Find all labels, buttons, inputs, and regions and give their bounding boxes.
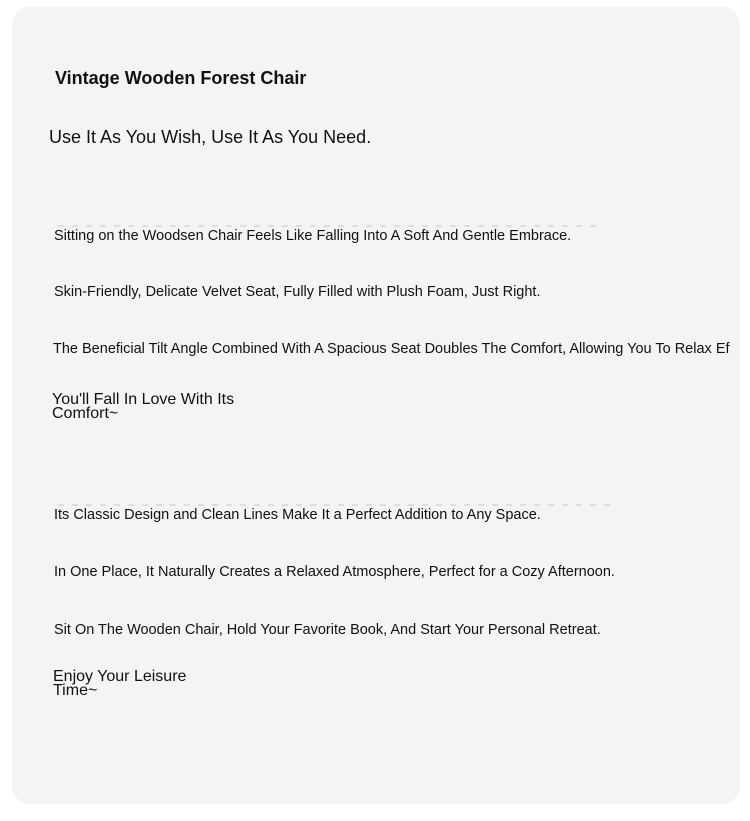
- faded-text-artifact: [58, 225, 598, 227]
- feature-line-2: Skin-Friendly, Delicate Velvet Seat, Fully Filled with Plush Foam, Just Right.: [54, 284, 541, 300]
- leisure-tagline: Enjoy Your Leisure Time~: [53, 668, 187, 699]
- product-title: Vintage Wooden Forest Chair: [55, 68, 307, 88]
- product-subtitle: Use It As You Wish, Use It As You Need.: [49, 127, 372, 147]
- feature-line-6: Sit On The Wooden Chair, Hold Your Favorite Book, And Start Your Personal Retreat.: [54, 622, 601, 638]
- feature-line-1: Sitting on the Woodsen Chair Feels Like Falling Into A Soft And Gentle Embrace.: [54, 228, 572, 244]
- comfort-tagline: You'll Fall In Love With Its Comfort~: [52, 391, 235, 422]
- feature-line-4: Its Classic Design and Clean Lines Make It a Perfect Addition to Any Space.: [54, 507, 541, 523]
- faded-text-artifact: [58, 504, 618, 506]
- feature-line-5: In One Place, It Naturally Creates a Relaxed Atmosphere, Perfect for a Cozy Afternoon.: [54, 564, 615, 580]
- product-description-card: [12, 7, 740, 804]
- feature-line-3: The Beneficial Tilt Angle Combined With A Spacious Seat Doubles The Comfort, Allowing You To Relax Ef: [53, 341, 730, 357]
